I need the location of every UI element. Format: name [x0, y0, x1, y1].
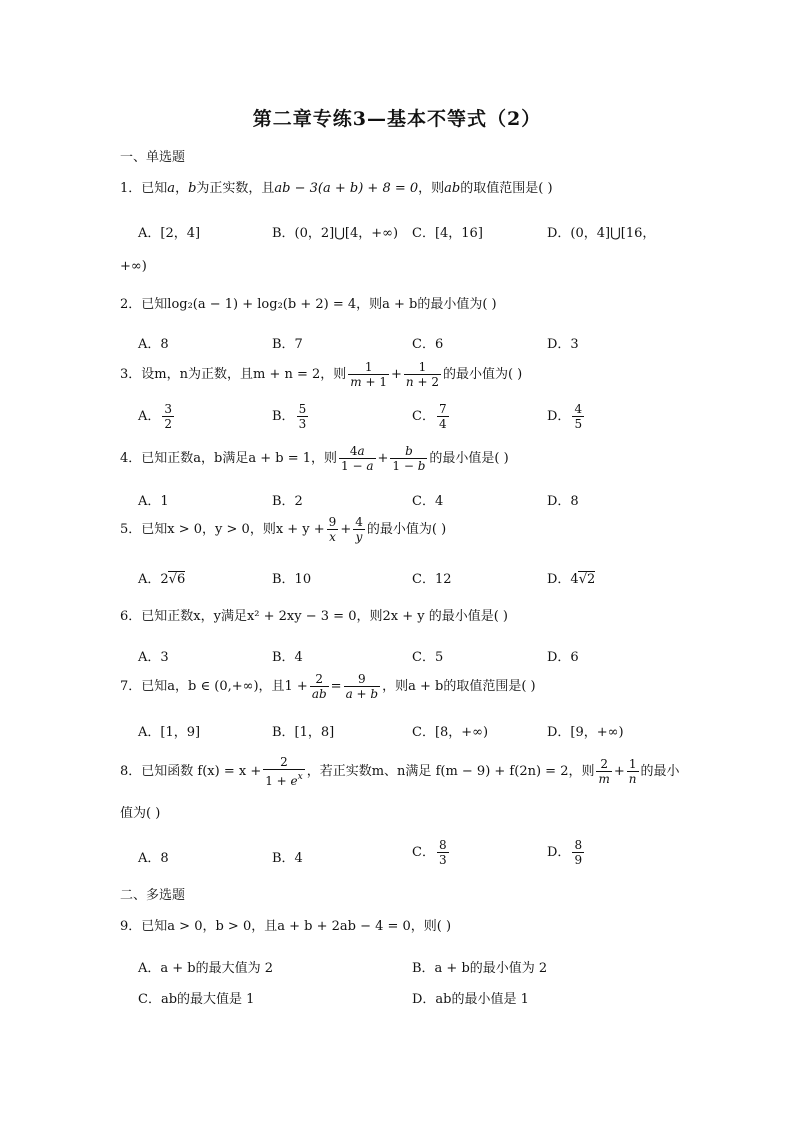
q6-option-a[interactable]: A．3 [138, 650, 169, 665]
q5-frac-2: $\frac{4}{y}$ [355, 515, 363, 544]
q7-number: 7． [120, 679, 142, 694]
q5-option-a[interactable]: A．2√6 [138, 572, 186, 587]
question-7: 7．已知a，b ∈ (0,+∞)，且1 + $\frac{2}{ab}$ = $\frac{9}{a + b}$ ，则a + b的取值范围是( ) [120, 672, 536, 701]
q2-option-d[interactable]: D．3 [547, 337, 579, 352]
q1-option-d[interactable]: D．(0，4]⋃[16， [547, 226, 656, 241]
q5-option-c[interactable]: C．12 [412, 572, 452, 587]
q3-option-a[interactable]: A． $\frac{3}{2}$ [138, 402, 173, 431]
q8-frac-2: $\frac{2}{m}$ [598, 757, 610, 786]
q2-number: 2． [120, 297, 142, 312]
q2-option-b[interactable]: B．7 [272, 337, 303, 352]
q4-frac-1: $\frac{4a}{1 - a}$ [341, 444, 374, 473]
q3-text-b: 的最小值为( ) [442, 367, 523, 382]
q9-option-a[interactable]: A．a + b的最大值为 2 [138, 961, 274, 976]
q9-number: 9． [120, 919, 142, 934]
q7-frac-2: $\frac{9}{a + b}$ [345, 672, 379, 701]
q8-option-c[interactable]: C． $\frac{8}{3}$ [412, 838, 447, 867]
q1-number: 1． [120, 181, 142, 196]
q3-text-a: 设m，n为正数，且m + n = 2，则 [141, 367, 347, 382]
q4-text-a: 已知正数a，b满足a + b = 1，则 [141, 451, 338, 466]
q6-option-d[interactable]: D．6 [547, 650, 579, 665]
q3-option-b[interactable]: B． $\frac{5}{3}$ [272, 402, 307, 431]
q9-option-d[interactable]: D．ab的最小值是 1 [412, 992, 529, 1007]
q4-frac-2: $\frac{b}{1 - b}$ [392, 444, 426, 473]
q3-frac-1: $\frac{1}{m + 1}$ [350, 360, 387, 389]
q4-text-b: 的最小值是( ) [429, 451, 509, 466]
q8-text-b: ，若正实数m、n满足 f(m − 9) + f(2n) = 2，则 [306, 764, 595, 779]
q4-option-a[interactable]: A．1 [138, 494, 169, 509]
q1-expression: ab − 3(a + b) + 8 = 0 [274, 181, 419, 196]
q7-option-d[interactable]: D．[9，+∞) [547, 725, 624, 740]
question-9 [120, 918, 684, 936]
question-3: 3．设m，n为正数，且m + n = 2，则 $\frac{1}{m + 1}$ + $\frac{1}{n + 2}$ 的最小值为( ) [120, 360, 523, 389]
q8-number: 8． [120, 764, 142, 779]
section-multi-choice: 二、多选题 [120, 888, 186, 903]
q3-option-d[interactable]: D． $\frac{4}{5}$ [547, 402, 583, 431]
q1-option-b[interactable]: B．(0，2]⋃[4，+∞) [272, 226, 399, 241]
q8-frac-3: $\frac{1}{n}$ [628, 757, 637, 786]
q1-text-a: 已知 [141, 181, 168, 196]
q5-text-a: 已知x > 0，y > 0，则x + y + [141, 522, 325, 537]
q1-var: ab [444, 181, 461, 196]
question-6 [120, 608, 684, 626]
q3-frac-2: $\frac{1}{n + 2}$ [405, 360, 439, 389]
q1-text-d: ，则 [418, 181, 445, 196]
question-4: 4．已知正数a，b满足a + b = 1，则 $\frac{4a}{1 - a}$ + $\frac{b}{1 - b}$ 的最小值是( ) [120, 444, 509, 473]
q2-option-a[interactable]: A．8 [138, 337, 169, 352]
question-8: 8．已知函数 f(x) = x + $\frac{2}{1 + e^x}$ ，若正实数m、n满足 f(m − 9) + f(2n) = 2，则 $\frac{2}{m}$ + $\frac{1}{n}$ 的最小 [120, 755, 680, 788]
q6-option-b[interactable]: B．4 [272, 650, 303, 665]
q1-option-c[interactable]: C．[4，16] [412, 226, 483, 241]
page-title: 第二章专练3—基本不等式（2） [252, 108, 542, 130]
q7-text-a: 已知a，b ∈ (0,+∞)，且1 + [141, 679, 308, 694]
q5-option-b[interactable]: B．10 [272, 572, 312, 587]
q6-text: 已知正数x，y满足x² + 2xy − 3 = 0，则2x + y 的最小值是( ) [141, 609, 508, 624]
q5-number: 5． [120, 522, 142, 537]
q2-text: 已知log₂(a − 1) + log₂(b + 2) = 4，则a + b的最小值为( ) [141, 297, 497, 312]
q7-option-c[interactable]: C．[8，+∞) [412, 725, 489, 740]
q4-option-d[interactable]: D．8 [547, 494, 579, 509]
q1-text-e: 的取值范围是( ) [460, 181, 553, 196]
q1-option-d-cont: +∞) [120, 259, 147, 274]
question-8-cont: 值为( ) [120, 806, 161, 821]
question-5: 5．已知x > 0，y > 0，则x + y + $\frac{9}{x}$ + $\frac{4}{y}$ 的最小值为( ) [120, 515, 447, 544]
q7-text-b: ，则a + b的取值范围是( ) [382, 679, 536, 694]
q5-option-d[interactable]: D．4√2 [547, 572, 596, 587]
q8-option-a[interactable]: A．8 [138, 851, 169, 866]
q4-option-b[interactable]: B．2 [272, 494, 303, 509]
q2-option-c[interactable]: C．6 [412, 337, 444, 352]
question-1: 1．已知a，b为正实数，且ab − 3(a + b) + 8 = 0，则ab的取值范围是( ) [120, 181, 553, 196]
q8-frac-1: $\frac{2}{1 + e^x}$ [265, 755, 303, 788]
q5-frac-1: $\frac{9}{x}$ [328, 515, 337, 544]
q5-text-b: 的最小值为( ) [366, 522, 447, 537]
q4-option-c[interactable]: C．4 [412, 494, 444, 509]
q7-frac-1: $\frac{2}{ab}$ [311, 672, 327, 701]
q3-option-c[interactable]: C． $\frac{7}{4}$ [412, 402, 447, 431]
section-single-choice: 一、单选题 [120, 150, 186, 165]
q1-option-a[interactable]: A．[2，4] [138, 226, 201, 241]
q8-text-a: 已知函数 f(x) = x + [141, 764, 262, 779]
q9-option-c[interactable]: C．ab的最大值是 1 [138, 992, 255, 1007]
q8-option-b[interactable]: B．4 [272, 851, 303, 866]
question-2 [120, 296, 684, 314]
q9-option-b[interactable]: B．a + b的最小值为 2 [412, 961, 548, 976]
q7-option-a[interactable]: A．[1，9] [138, 725, 201, 740]
q1-text-c: 为正实数，且 [196, 181, 275, 196]
q9-text: 已知a > 0，b > 0，且a + b + 2ab − 4 = 0，则( ) [141, 919, 452, 934]
q4-number: 4． [120, 451, 142, 466]
q1-sep: ， [175, 181, 189, 196]
q7-option-b[interactable]: B．[1，8] [272, 725, 335, 740]
q6-option-c[interactable]: C．5 [412, 650, 444, 665]
q6-number: 6． [120, 609, 142, 624]
q3-number: 3． [120, 367, 142, 382]
q8-text-c: 的最小 [640, 764, 680, 779]
q8-option-d[interactable]: D． $\frac{8}{9}$ [547, 838, 583, 867]
